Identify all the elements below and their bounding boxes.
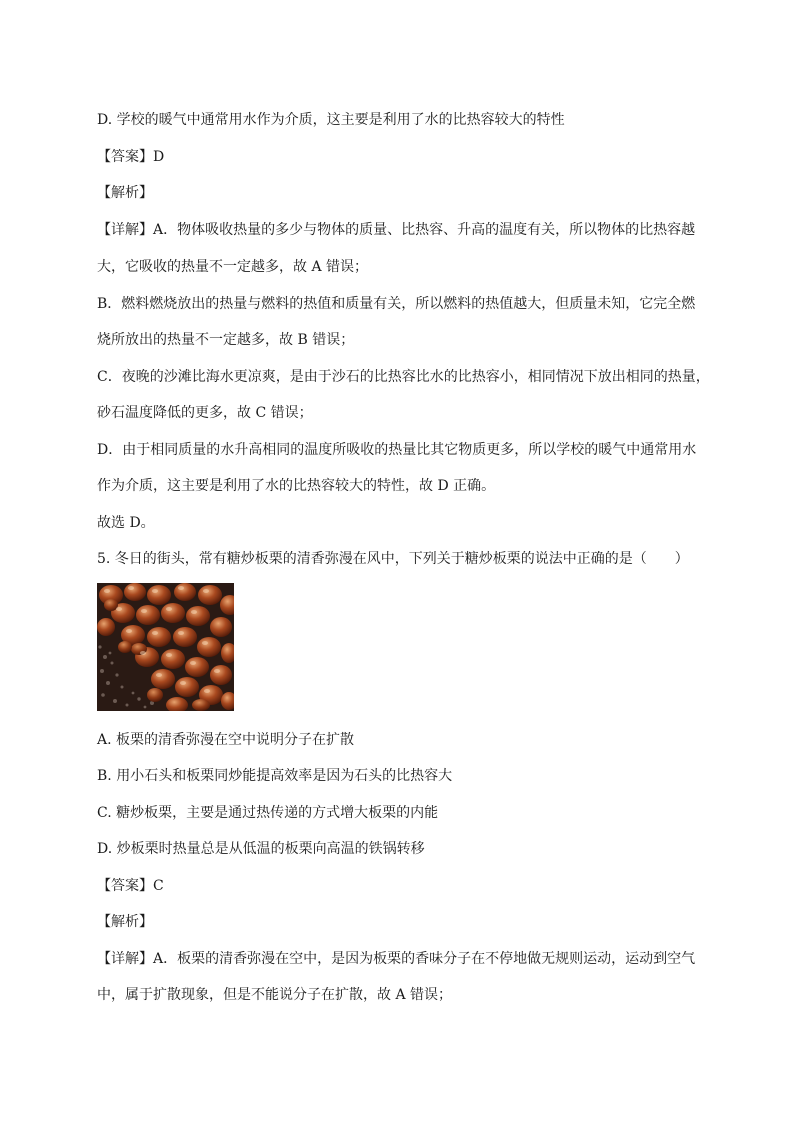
answer-label: 【答案】C bbox=[97, 878, 164, 894]
option-d: D. 炒板栗时热量总是从低温的板栗向高温的铁锅转移 bbox=[97, 841, 425, 857]
question-5-stem: 5. 冬日的街头，常有糖炒板栗的清香弥漫在风中，下列关于糖炒板栗的说法中正确的是（ ） bbox=[97, 551, 689, 567]
option-d-text: D. 学校的暖气中通常用水作为介质，这主要是利用了水的比热容较大的特性 bbox=[97, 112, 565, 128]
answer-label: 【答案】D bbox=[97, 149, 165, 165]
explanation-line: B．燃料燃烧放出的热量与燃料的热值和质量有关，所以燃料的热值越大，但质量未知，它完全燃 bbox=[97, 296, 696, 312]
explanation-line: 作为介质，这主要是利用了水的比热容较大的特性，故 D 正确。 bbox=[97, 478, 496, 494]
chestnuts-image bbox=[97, 583, 234, 711]
explanation-line: 【详解】A．板栗的清香弥漫在空中，是因为板栗的香味分子在不停地做无规则运动，运动到空气 bbox=[97, 951, 696, 967]
option-a: A. 板栗的清香弥漫在空中说明分子在扩散 bbox=[97, 732, 355, 748]
conclusion-line: 故选 D。 bbox=[97, 515, 155, 531]
roasted-chestnuts-photo bbox=[97, 583, 234, 711]
explanation-line: 砂石温度降低的更多，故 C 错误； bbox=[97, 405, 313, 421]
explanation-line: 大，它吸收的热量不一定越多，故 A 错误； bbox=[97, 259, 369, 275]
explanation-line: 【详解】A．物体吸收热量的多少与物体的质量、比热容、升高的温度有关，所以物体的比热容越 bbox=[97, 222, 696, 238]
analysis-heading: 【解析】 bbox=[97, 914, 153, 930]
option-b: B. 用小石头和板栗同炒能提高效率是因为石头的比热容大 bbox=[97, 768, 453, 784]
explanation-line: C．夜晚的沙滩比海水更凉爽，是由于沙石的比热容比水的比热容小，相同情况下放出相同的热量， bbox=[97, 369, 710, 385]
explanation-line: 烧所放出的热量不一定越多，故 B 错误； bbox=[97, 332, 355, 348]
explanation-line: 中，属于扩散现象，但是不能说分子在扩散，故 A 错误； bbox=[97, 987, 453, 1003]
option-c: C. 糖炒板栗，主要是通过热传递的方式增大板栗的内能 bbox=[97, 805, 439, 821]
explanation-line: D．由于相同质量的水升高相同的温度所吸收的热量比其它物质更多，所以学校的暖气中通常用水 bbox=[97, 442, 697, 458]
analysis-heading: 【解析】 bbox=[97, 185, 153, 201]
